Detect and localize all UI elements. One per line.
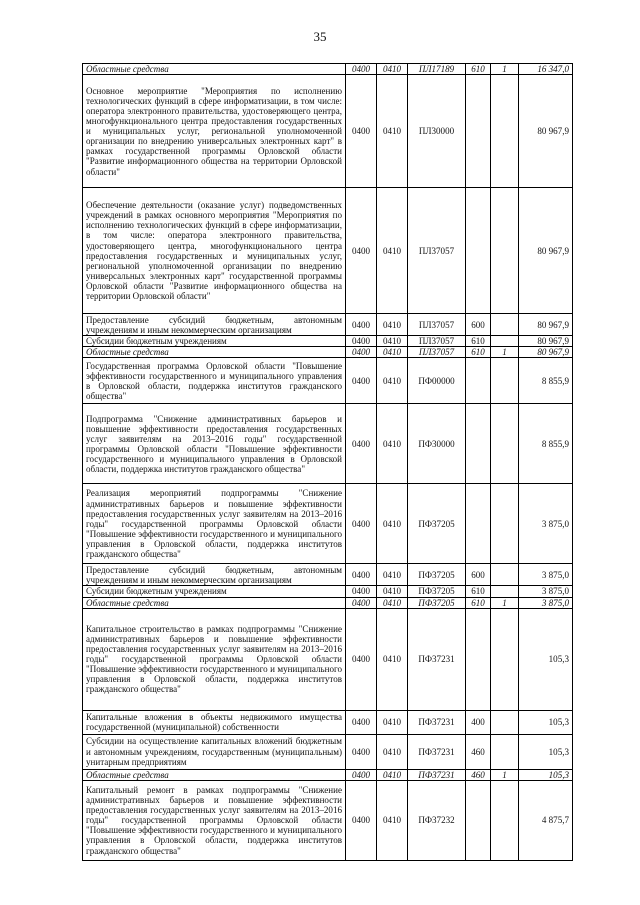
cell-funding-source [491, 404, 519, 484]
cell-name: Капитальное строительство в рамках подпрограммы "Снижение административных барьеров и повышение эффективности предоставления государственных услуг заявителям на 2013–2016 годы" государственной программы Орловской области "Повышение эффективности государственного и муниципального управления в Орловской области, поддержка институтов гражданского общества" [83, 608, 346, 710]
cell-section: 0400 [346, 75, 377, 188]
table-row [83, 710, 573, 734]
cell-expense-type: 400 [466, 710, 491, 734]
table-row [83, 75, 573, 188]
table-row [83, 336, 573, 347]
cell-subsection: 0410 [377, 780, 408, 860]
cell-target-article: ПЛ37057 [408, 314, 466, 336]
cell-amount: 3 875,0 [519, 564, 573, 586]
cell-expense-type: 460 [466, 769, 491, 780]
cell-target-article: ПФ37231 [408, 769, 466, 780]
cell-target-article: ПЛ37057 [408, 336, 466, 347]
cell-expense-type [466, 75, 491, 188]
cell-amount: 80 967,9 [519, 188, 573, 314]
cell-section: 0400 [346, 710, 377, 734]
table-row [83, 404, 573, 484]
cell-funding-source [491, 484, 519, 564]
cell-target-article: ПЛ37057 [408, 347, 466, 358]
cell-target-article: ПЛ30000 [408, 75, 466, 188]
cell-subsection: 0410 [377, 484, 408, 564]
cell-expense-type [466, 358, 491, 404]
cell-section: 0400 [346, 188, 377, 314]
cell-name: Капитальный ремонт в рамках подпрограммы "Снижение административных барьеров и повышение эффективности предоставления государственных услуг заявителям на 2013–2016 годы" государственной программы Орловской области "Повышение эффективности государственного и муниципального управления в Орловской области, поддержка институтов гражданского общества" [83, 780, 346, 860]
cell-funding-source [491, 188, 519, 314]
cell-expense-type [466, 484, 491, 564]
cell-amount: 80 967,9 [519, 336, 573, 347]
cell-subsection: 0410 [377, 597, 408, 608]
table-row [83, 64, 573, 75]
cell-name: Субсидии на осуществление капитальных вложений бюджетным и автономным учреждениям, государственным (муниципальным) унитарным предприятиям [83, 734, 346, 769]
cell-expense-type [466, 404, 491, 484]
table-row [83, 188, 573, 314]
cell-section: 0400 [346, 597, 377, 608]
cell-target-article: ПФ37231 [408, 734, 466, 769]
cell-section: 0400 [346, 347, 377, 358]
cell-subsection: 0410 [377, 564, 408, 586]
table-row [83, 484, 573, 564]
cell-subsection: 0410 [377, 64, 408, 75]
budget-table [82, 63, 573, 861]
cell-funding-source: 1 [491, 347, 519, 358]
cell-amount: 105,3 [519, 608, 573, 710]
table-row [83, 769, 573, 780]
table-row [83, 347, 573, 358]
cell-amount: 80 967,9 [519, 347, 573, 358]
cell-section: 0400 [346, 734, 377, 769]
cell-funding-source [491, 75, 519, 188]
cell-subsection: 0410 [377, 608, 408, 710]
cell-subsection: 0410 [377, 586, 408, 597]
cell-target-article: ПФ37231 [408, 710, 466, 734]
cell-section: 0400 [346, 358, 377, 404]
cell-expense-type: 610 [466, 586, 491, 597]
cell-name: Государственная программа Орловской области "Повышение эффективности государственного и муниципального управления в Орловской области, поддержка институтов гражданского общества" [83, 358, 346, 404]
cell-name: Предоставление субсидий бюджетным, автономным учреждениям и иным некоммерческим организациям [83, 564, 346, 586]
cell-section: 0400 [346, 780, 377, 860]
cell-name: Подпрограмма "Снижение административных барьеров и повышение эффективности предоставления государственных услуг заявителям на 2013–2016 годы" государственной программы Орловской области "Повышение эффективности государственного и муниципального управления в Орловской области, поддержка институтов гражданского общества" [83, 404, 346, 484]
cell-name: Областные средства [83, 347, 346, 358]
cell-target-article: ПФ00000 [408, 358, 466, 404]
cell-section: 0400 [346, 608, 377, 710]
cell-amount: 4 875,7 [519, 780, 573, 860]
cell-funding-source [491, 734, 519, 769]
cell-name: Обеспечение деятельности (оказание услуг) подведомственных учреждений в рамках основного мероприятия "Мероприятия по исполнению технологических функций в сфере информатизации, в том числе: оператора электронного правительства, удостоверяющего центра, многофункционального центра предоставления государственных и муниципальных услуг, региональной уполномоченной организации по внедрению универсальных электронных карт" государственной программы Орловской области "Развитие информационного общества на территории Орловской области" [83, 188, 346, 314]
cell-expense-type: 600 [466, 564, 491, 586]
cell-subsection: 0410 [377, 336, 408, 347]
cell-expense-type: 610 [466, 64, 491, 75]
table-row [83, 358, 573, 404]
cell-amount: 8 855,9 [519, 358, 573, 404]
cell-amount: 3 875,0 [519, 597, 573, 608]
cell-amount: 105,3 [519, 710, 573, 734]
cell-subsection: 0410 [377, 734, 408, 769]
table-row [83, 608, 573, 710]
cell-name: Субсидии бюджетным учреждениям [83, 336, 346, 347]
cell-target-article: ПФ37205 [408, 586, 466, 597]
cell-subsection: 0410 [377, 314, 408, 336]
cell-name: Областные средства [83, 597, 346, 608]
cell-section: 0400 [346, 586, 377, 597]
cell-name: Предоставление субсидий бюджетным, автономным учреждениям и иным некоммерческим организациям [83, 314, 346, 336]
cell-funding-source: 1 [491, 769, 519, 780]
cell-section: 0400 [346, 769, 377, 780]
cell-name: Областные средства [83, 769, 346, 780]
cell-name: Реализация мероприятий подпрограммы "Снижение административных барьеров и повышение эффективности предоставления государственных услуг заявителям на 2013–2016 годы" государственной программы Орловской области "Повышение эффективности государственного и муниципального управления в Орловской области, поддержка институтов гражданского общества" [83, 484, 346, 564]
cell-subsection: 0410 [377, 358, 408, 404]
cell-name: Областные средства [83, 64, 346, 75]
cell-expense-type: 610 [466, 347, 491, 358]
table-row [83, 597, 573, 608]
cell-amount: 16 347,0 [519, 64, 573, 75]
table-row [83, 564, 573, 586]
cell-subsection: 0410 [377, 404, 408, 484]
cell-amount: 3 875,0 [519, 586, 573, 597]
cell-funding-source [491, 780, 519, 860]
cell-amount: 105,3 [519, 769, 573, 780]
cell-funding-source [491, 608, 519, 710]
cell-target-article: ПФ37205 [408, 564, 466, 586]
cell-funding-source [491, 314, 519, 336]
cell-section: 0400 [346, 564, 377, 586]
cell-amount: 3 875,0 [519, 484, 573, 564]
cell-subsection: 0410 [377, 710, 408, 734]
cell-funding-source [491, 358, 519, 404]
cell-target-article: ПЛ17189 [408, 64, 466, 75]
cell-amount: 80 967,9 [519, 314, 573, 336]
cell-funding-source [491, 710, 519, 734]
cell-amount: 8 855,9 [519, 404, 573, 484]
cell-section: 0400 [346, 484, 377, 564]
cell-section: 0400 [346, 64, 377, 75]
page-number: 35 [313, 29, 327, 44]
cell-target-article: ПФ37205 [408, 484, 466, 564]
cell-subsection: 0410 [377, 347, 408, 358]
table-row [83, 734, 573, 769]
cell-target-article: ПФ37232 [408, 780, 466, 860]
cell-funding-source [491, 564, 519, 586]
cell-expense-type: 610 [466, 336, 491, 347]
table-row [83, 314, 573, 336]
cell-funding-source [491, 336, 519, 347]
cell-amount: 80 967,9 [519, 75, 573, 188]
cell-expense-type: 600 [466, 314, 491, 336]
cell-target-article: ПФ30000 [408, 404, 466, 484]
cell-expense-type [466, 780, 491, 860]
cell-expense-type [466, 608, 491, 710]
cell-section: 0400 [346, 336, 377, 347]
cell-funding-source: 1 [491, 64, 519, 75]
cell-subsection: 0410 [377, 75, 408, 188]
cell-target-article: ПЛ37057 [408, 188, 466, 314]
cell-section: 0400 [346, 314, 377, 336]
cell-subsection: 0410 [377, 188, 408, 314]
cell-target-article: ПФ37231 [408, 608, 466, 710]
table-row [83, 586, 573, 597]
cell-name: Капитальные вложения в объекты недвижимого имущества государственной (муниципальной) собственности [83, 710, 346, 734]
cell-expense-type [466, 188, 491, 314]
table-body [83, 64, 573, 861]
cell-amount: 105,3 [519, 734, 573, 769]
cell-section: 0400 [346, 404, 377, 484]
cell-expense-type: 460 [466, 734, 491, 769]
cell-funding-source [491, 586, 519, 597]
cell-funding-source: 1 [491, 597, 519, 608]
cell-target-article: ПФ37205 [408, 597, 466, 608]
cell-name: Субсидии бюджетным учреждениям [83, 586, 346, 597]
table-row [83, 780, 573, 860]
cell-subsection: 0410 [377, 769, 408, 780]
cell-name: Основное мероприятие "Мероприятия по исполнению технологических функций в сфере информатизации, в том числе: оператора электронного правительства, удостоверяющего центра, многофункционального центра предоставления государственных и муниципальных услуг, региональной уполномоченной организации по внедрению универсальных электронных карт" в рамках государственной программы Орловской области "Развитие информационного общества на территории Орловской области" [83, 75, 346, 188]
cell-expense-type: 610 [466, 597, 491, 608]
